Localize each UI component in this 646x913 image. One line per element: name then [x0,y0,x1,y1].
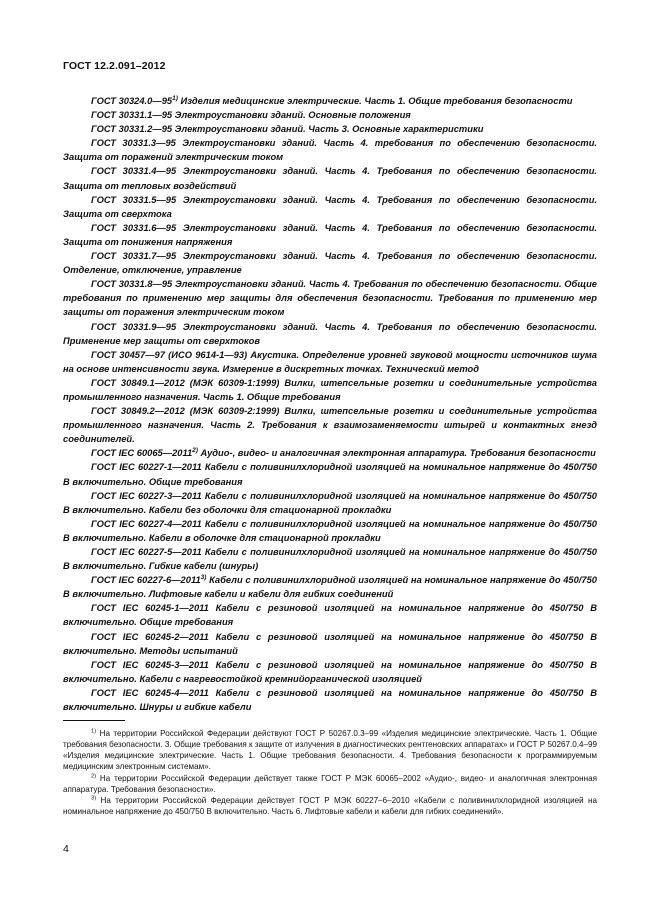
footnote-number: 2) [91,772,97,779]
footnote-text: На территории Российской Федерации действует ГОСТ Р МЭК 60227–6–2010 «Кабели с поливинилхлоридной изоляцией на номинальное напряжение до 450/750 В включительно. Часть 6. Лифтовые кабели и кабели для гибких соединений». [63,796,597,817]
reference-text: ГОСТ 30457—97 (ИСО 9614-1—93) Акустика. Определение уровней звуковой мощности источников шума на основе интенсивности звука. Измерение в дискретных точках. Технический метод [63,349,597,374]
footnote-separator [63,720,125,721]
reference-entry [63,320,597,348]
reference-entry [63,601,597,629]
reference-text: Изделия медицинские электрические. Часть 1. Общие требования безопасности [177,96,573,106]
reference-entry [63,94,597,108]
reference-entry [63,277,597,319]
footnote-text: На территории Российской Федерации действует также ГОСТ Р МЭК 60065–2002 «Аудио-, видео- и аналогичная электронная аппаратура. Требования безопасности». [63,773,597,794]
reference-text: ГОСТ 30331.6—95 Электроустановки зданий. Часть 4. Требования по обеспечению безопасности. Защита от понижения напряжения [63,222,597,247]
reference-entry [63,376,597,404]
footnote-text: На территории Российской Федерации действуют ГОСТ Р 50267.0.3–99 «Изделия медицинские электрические. Часть 1. Общие требования безопасности. 3. Общие требования к защите от излучения в диагностических рентгеновских аппаратах» и ГОСТ Р 50267.0.4–99 «Изделия медицинские электрические. Часть 1. Общие требования безопасности. 4. Требования безопасности к программируемым медицинским электронным системам». [63,729,597,771]
reference-entry [63,446,597,460]
reference-text: ГОСТ 30331.7—95 Электроустановки зданий. Часть 4. Требования по обеспечению безопасности. Отделение, отключение, управление [63,251,597,276]
reference-text: ГОСТ 30331.3—95 Электроустановки зданий. Часть 4. требования по обеспечению безопасности. Защита от поражений электрическим током [63,138,597,163]
reference-text: ГОСТ 30331.4—95 Электроустановки зданий. Часть 4. Требования по обеспечению безопасности. Защита от тепловых воздействий [63,166,597,191]
reference-text: ГОСТ 30331.1—95 Электроустановки зданий. Основные положения [91,110,411,121]
reference-entry [63,573,597,601]
reference-entry [63,108,597,122]
reference-text: ГОСТ 30331.9—95 Электроустановки зданий. Часть 4. Требования по обеспечению безопасности. Применение мер защиты от сверхтоков [63,321,597,346]
references-list [63,94,597,714]
reference-entry [63,686,597,714]
reference-entry [63,249,597,277]
footnote-entry [63,729,597,773]
reference-text: ГОСТ 30331.8—95 Электроустановки зданий. Часть 4. Требования по обеспечению безопасности. Общие требования по применению мер защиты для обеспечения безопасности. Требования по применению мер защиты от поражения электрическим током [63,279,597,318]
reference-text: ГОСТ IEC 60245-4—2011 Кабели с резиновой изоляцией на номинальное напряжение до 450/750 В включительно. Шнуры и гибкие кабели [63,687,597,713]
footnote-marker: 1) [172,94,178,102]
reference-text: ГОСТ 30331.2—95 Электроустановки зданий. Часть 3. Основные характеристики [91,124,484,135]
page-number: 4 [63,843,69,855]
reference-entry [63,658,597,686]
reference-text: ГОСТ IEC 60227-5—2011 Кабели с поливинилхлоридной изоляцией на номинальное напряжение до 450/750 В включительно. Гибкие кабели (шнуры) [63,547,597,572]
footnote-marker: 3) [200,574,207,582]
footnote-entry [63,796,597,818]
reference-entry [63,460,597,488]
reference-text: ГОСТ 30331.5—95 Электроустановки зданий. Часть 4. Требования по обеспечению безопасности. Защита от сверхтока [63,194,597,219]
reference-text: ГОСТ 30849.1—2012 (МЭК 60309-1:1999) Вилки, штепсельные розетки и соединительные устройства промышленного назначения. Часть 1. Общие требования [63,377,597,402]
reference-text: ГОСТ IEC 60227-1—2011 Кабели с поливинилхлоридной изоляцией на номинальное напряжение до 450/750 В включительно. Общие требования [63,462,597,487]
reference-entry [63,221,597,249]
footnote-number: 3) [91,795,97,802]
reference-text: Кабели с поливинилхлоридной изоляцией на номинальное напряжение до 450/750 В включительно. Лифтовые кабели и кабели для гибких соединений [63,575,597,600]
page-header: ГОСТ 12.2.091–2012 [63,60,166,72]
reference-text: ГОСТ IEC 60065—2011 [91,448,193,459]
reference-entry [63,348,597,376]
reference-text: Аудио-, видео- и аналогичная электронная аппаратура. Требования безопасности [197,448,596,459]
footnote-number: 1) [91,728,97,735]
reference-text: ГОСТ IEC 60227-3—2011 Кабели с поливинилхлоридной изоляцией на номинальное напряжение до 450/750 В включительно. Кабели без оболочки для стационарной прокладки [63,490,597,515]
footnote-marker: 2) [192,447,198,455]
reference-entry [63,193,597,221]
footnotes [63,729,597,819]
reference-entry [63,164,597,192]
footnote-entry [63,774,597,796]
reference-entry [63,630,597,658]
reference-entry [63,517,597,545]
reference-text: ГОСТ IEC 60245-2—2011 Кабели с резиновой изоляцией на номинальное напряжение до 450/750 В включительно. Методы испытаний [63,631,597,656]
reference-text: ГОСТ 30324.0—95 [91,96,173,106]
reference-entry [63,122,597,136]
reference-text: ГОСТ IEC 60245-3—2011 Кабели с резиновой изоляцией на номинальное напряжение до 450/750 В включительно. Кабели с нагревостойкой кремнийорганической изоляцией [63,659,597,684]
reference-entry [63,489,597,517]
reference-text: ГОСТ IEC 60227-4—2011 Кабели с поливинилхлоридной изоляцией на номинальное напряжение до 450/750 В включительно. Кабели в оболочке для стационарной прокладки [63,518,597,543]
reference-text: ГОСТ 30849.2—2012 (МЭК 60309-2:1999) Вилки, штепсельные розетки и соединительные устройства промышленного назначения. Часть 2. Требования к взаимозаменяемости штырей и контактных гнезд соединителей. [63,406,597,445]
reference-entry [63,404,597,446]
reference-text: ГОСТ IEC 60245-1—2011 Кабели с резиновой изоляцией на номинальное напряжение до 450/750 В включительно. Общие требования [63,603,597,628]
reference-text: ГОСТ IEC 60227-6—2011 [91,575,201,586]
reference-entry [63,136,597,164]
reference-entry [63,545,597,573]
